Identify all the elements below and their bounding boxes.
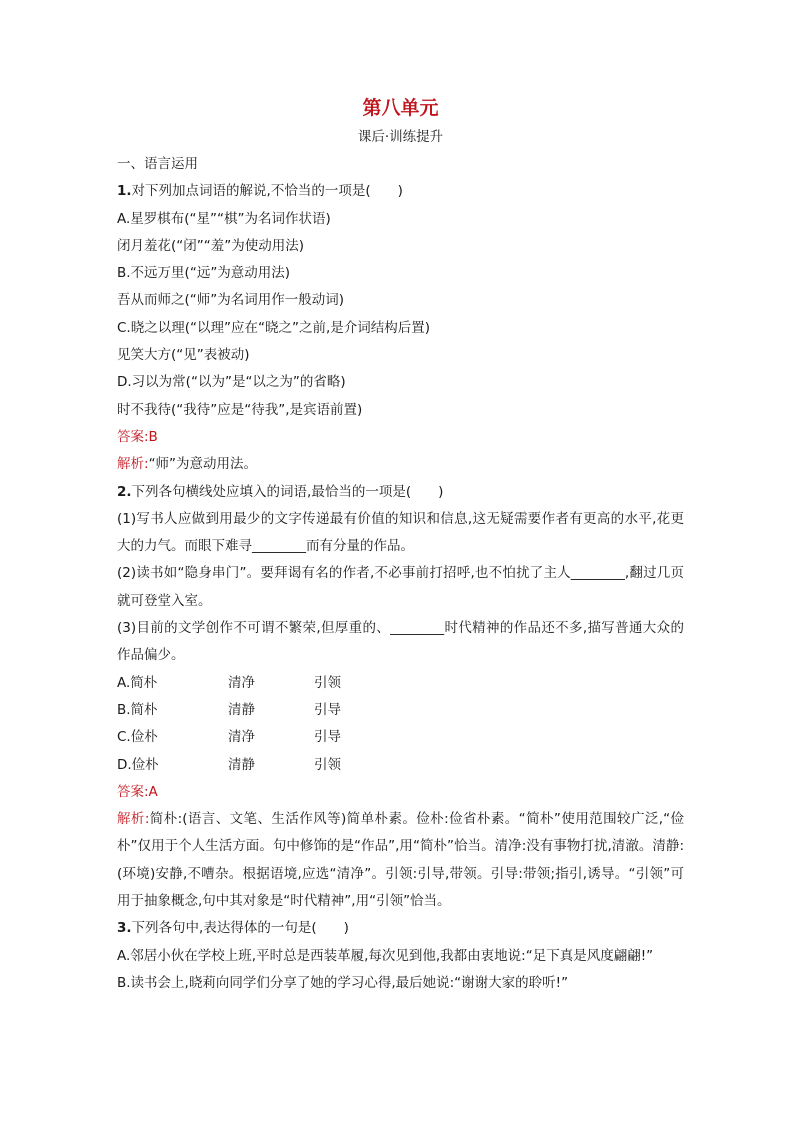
question-number: 1. [117,183,132,200]
question-2-sentence-2: (2)读书如“隐身串门”。要拜谒有名的作者,不必事前打招呼,也不怕扰了主人________,翻过几页就可登堂入室。 [117,565,684,609]
question-number: 2. [117,483,132,500]
question-text: 下列各句横线处应填入的词语,最恰当的一项是( ) [131,483,444,500]
question-1-analysis [117,451,684,478]
option-word: 清净 [228,729,255,746]
question-1-answer: 答案:B [117,428,158,445]
question-1-line: D.习以为常(“以为”是“以之为”的省略) [117,374,346,391]
analysis-label: 解析: [117,811,150,828]
question-2-answer: 答案:A [117,783,158,800]
analysis-label: 解析: [117,456,149,473]
question-1-line: 吾从而师之(“师”为名词用作一般动词) [117,292,345,309]
option-word: 引导 [314,701,341,718]
question-1-line: B.不远万里(“远”为意动用法) [117,265,291,282]
option-row-a [117,670,684,697]
option-label: D.俭朴 [117,756,159,773]
question-1-line: 闭月羞花(“闭”“羞”为使动用法) [117,237,305,254]
question-3-stem [117,915,684,942]
option-word: 清静 [228,701,255,718]
question-2-sentence-1: (1)写书人应做到用最少的文字传递最有价值的知识和信息,这无疑需要作者有更高的水平,花更大的力气。而眼下难寻________而有分量的作品。 [117,510,684,555]
section-heading: 一、语言运用 [117,156,198,172]
option-word: 清净 [228,674,255,691]
analysis-text: “师”为意动用法。 [148,456,258,473]
question-number: 3. [117,920,132,937]
question-1-line: 时不我待(“我待”应是“待我”,是宾语前置) [117,401,363,418]
option-label: A.简朴 [117,674,158,691]
page-subtitle: 课后·训练提升 [357,129,444,145]
question-2-sentence-3: (3)目前的文学创作不可谓不繁荣,但厚重的、________时代精神的作品还不多,描写普通大众的作品偏少。 [117,620,684,664]
question-1-line: C.晓之以理(“以理”应在“晓之”之前,是介词结构后置) [117,319,431,336]
question-text: 对下列加点词语的解说,不恰当的一项是( ) [131,183,403,200]
analysis-text: 简朴:(语言、文笔、生活作风等)简单朴素。俭朴:俭省朴素。“简朴”使用范围较广泛,“俭朴”仅用于个人生活方面。句中修饰的是“作品”,用“简朴”恰当。清净:没有事物打扰,清澈。清静:(环境)安静,不嘈杂。根据语境,应选“清净”。引领:引导,带领。引导:带领;指引,诱导。“引领”可用于抽象概念,句中其对象是“时代精神”,用“引领”恰当。 [117,811,684,910]
option-word: 引导 [314,729,341,746]
question-2-stem [117,479,684,506]
question-text: 下列各句中,表达得体的一句是( ) [131,920,349,937]
option-word: 引领 [314,756,341,773]
page-title: 第八单元 [362,97,439,119]
option-word: 引领 [314,674,341,691]
option-row-c [117,724,684,751]
question-1-line: 见笑大方(“见”表被动) [117,347,250,364]
question-2-analysis [117,806,684,915]
option-label: B.简朴 [117,701,158,718]
question-1-line: A.星罗棋布(“星”“棋”为名词作状语) [117,210,331,227]
question-3-option-a: A.邻居小伙在学校上班,平时总是西装革履,每次见到他,我都由衷地说:“足下真是风度翩翩!” [117,947,654,964]
option-label: C.俭朴 [117,729,158,746]
question-1-stem [117,178,684,205]
question-3-option-b: B.读书会上,晓莉向同学们分享了她的学习心得,最后她说:“谢谢大家的聆听!” [117,974,569,991]
option-word: 清静 [228,756,255,773]
option-row-b [117,697,684,724]
option-row-d [117,752,684,779]
